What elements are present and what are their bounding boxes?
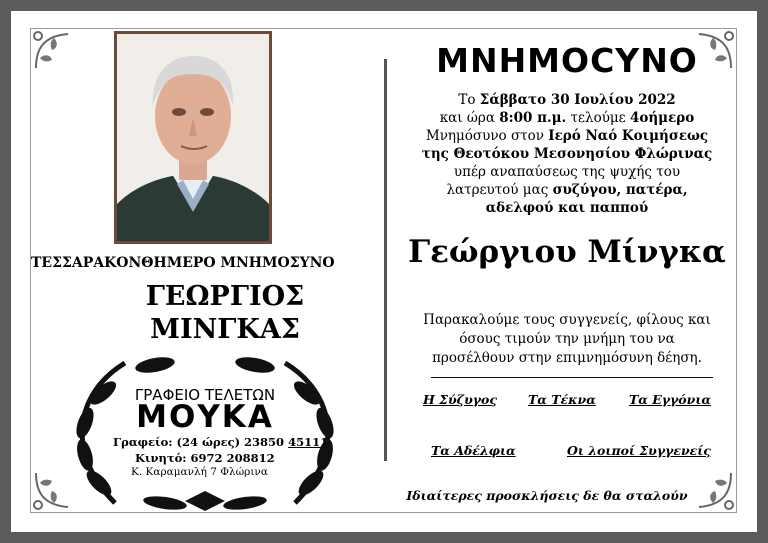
corner-ornament-icon [30,28,76,74]
family-children: Τα Τέκνα [528,392,596,407]
invite-underline [431,377,713,378]
center-divider [384,59,387,461]
portrait-photo [114,31,272,244]
family-siblings: Τα Αδέλφια [431,443,516,458]
last-name: ΜΙΝΓΚΑΣ [150,314,300,345]
funeral-home-mobile: Κινητό: 6972 208812 [135,451,275,465]
invite-line-3: προσέλθουν στην επιμνημόσυνη δέηση. [432,350,702,366]
office-label: Γραφείο: (24 ώρες) 23850 [113,435,285,449]
details-line-2: και ώρα 8:00 π.μ. τελούμε 4οήμερο [439,110,695,126]
funeral-home-office [113,435,328,449]
office-suffix: 45111 [288,435,329,449]
deceased-name: Γεώργιου Μίνγκα [408,234,726,270]
details-line-7: αδελφού και παππού [485,200,649,216]
details-line-1: Το Σάββατο 30 Ιουλίου 2022 [458,92,676,108]
invite-line-2: όσους τιμούν την μνήμη του να [459,331,675,347]
footer-note: Ιδιαίτερες προσκλήσεις δε θα σταλούν [406,488,688,503]
first-name: ΓΕΩΡΓΙΟΣ [145,281,305,312]
details-line-5: υπέρ αναπαύσεως της ψυχής του [453,164,681,180]
funeral-home-tagline: ΓΡΑΦΕΙΟ ΤΕΛΕΤΩΝ [134,386,276,404]
family-grandchildren: Τα Εγγόνια [629,392,711,407]
funeral-home-name: ΜΟΥΚΑ [136,399,274,435]
corner-ornament-icon [691,467,737,513]
family-relatives: Οι λοιποί Συγγενείς [567,443,711,458]
details-line-3: Μνημόσυνο στον Ιερό Ναό Κοιμήσεως [425,128,709,144]
funeral-home-address: Κ. Καραμανλή 7 Φλώρινα [131,466,268,478]
invitation-text [397,311,737,368]
invite-line-1: Παρακαλούμε τους συγγενείς, φίλους και [423,312,711,328]
memorial-title: ΜΝΗΜΟCΥΝΟ [436,41,698,80]
service-details [397,91,737,217]
details-line-4: της Θεοτόκου Μεσονησίου Φλώρινας [421,146,713,162]
family-spouse: Η Σύζυγος [423,392,497,407]
memorial-subtitle: ΤΕΣΣΑΡΑΚΟΝΘΗΜΕΡΟ ΜΝΗΜΟΣΥΝΟ [31,255,335,271]
details-line-6: λατρευτού μας συζύγου, πατέρα, [446,182,688,198]
notice-card [11,11,757,532]
